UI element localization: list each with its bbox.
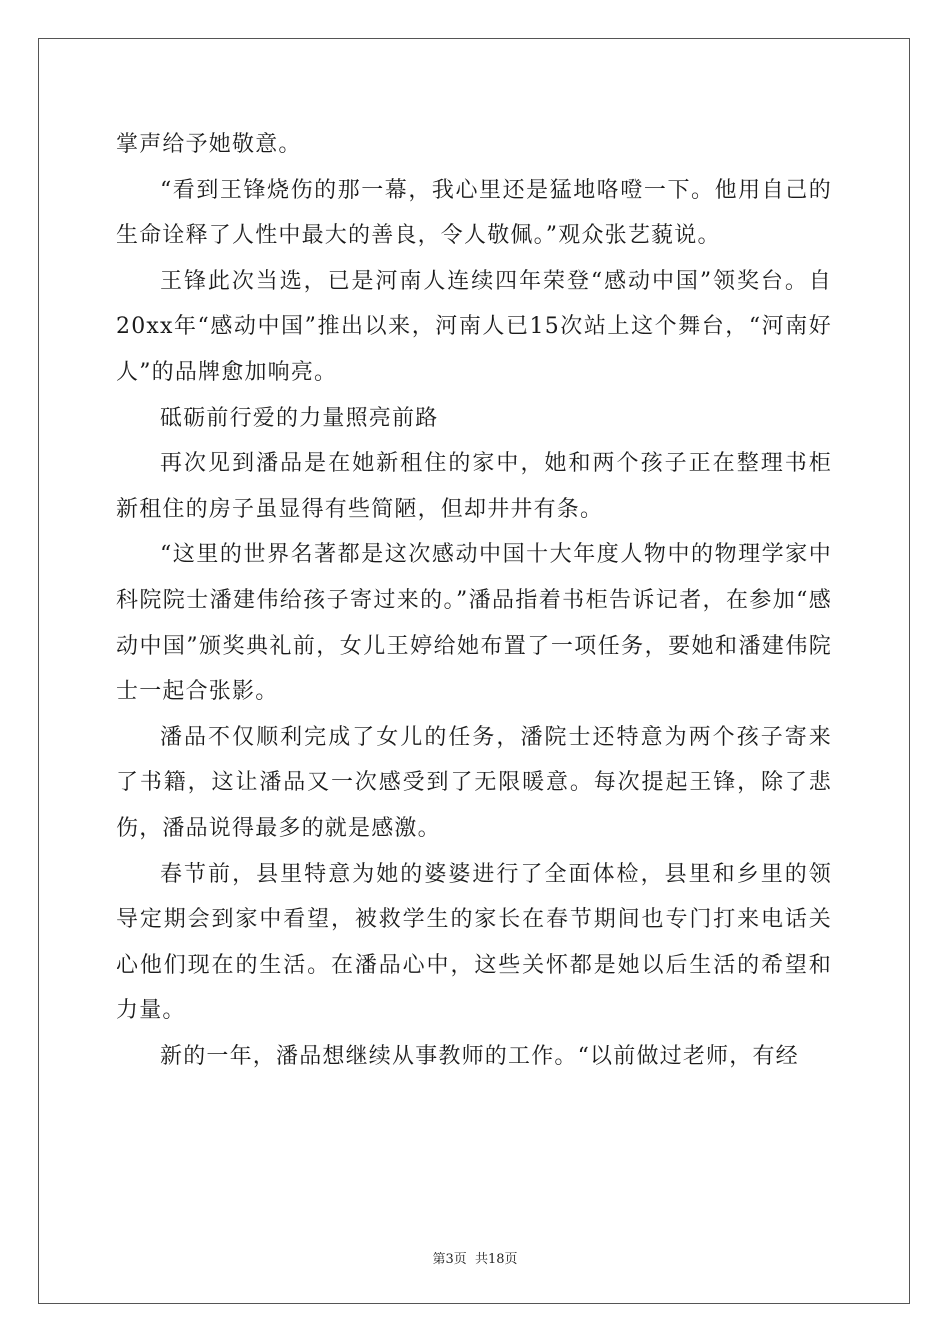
page-number: 第3页 (432, 1252, 467, 1267)
paragraph-3: 王锋此次当选，已是河南人连续四年荣登“感动中国”领奖台。自20xx年“感动中国”推出以来，河南人已15次站上这个舞台，“河南好人”的品牌愈加响亮。 (116, 268, 832, 385)
paragraph-8: 春节前，县里特意为她的婆婆进行了全面体检，县里和乡里的领导定期会到家中看望，被救学生的家长在春节期间也专门打来电话关心他们现在的生活。在潘品心中，这些关怀都是她以后生活的希望和力量。 (116, 861, 832, 1024)
document-body (116, 122, 832, 1079)
section-heading: 砥砺前行爱的力量照亮前路 (160, 405, 439, 431)
paragraph-6: “这里的世界名著都是这次感动中国十大年度人物中的物理学家中科院院士潘建伟给孩子寄过来的。”潘品指着书柜告诉记者，在参加“感动中国”颁奖典礼前，女儿王婷给她布置了一项任务，要她和潘建伟院士一起合张影。 (116, 542, 832, 705)
paragraph-2: “看到王锋烧伤的那一幕，我心里还是猛地咯噔一下。他用自己的生命诠释了人性中最大的善良，令人敬佩。”观众张艺藐说。 (116, 177, 832, 249)
paragraph-5: 再次见到潘品是在她新租住的家中，她和两个孩子正在整理书柜新租住的房子虽显得有些简陋，但却井井有条。 (116, 451, 832, 522)
page-footer (0, 1248, 950, 1267)
paragraph-7: 潘品不仅顺利完成了女儿的任务，潘院士还特意为两个孩子寄来了书籍，这让潘品又一次感受到了无限暖意。每次提起王锋，除了悲伤，潘品说得最多的就是感激。 (116, 724, 832, 841)
page-total: 共18页 (474, 1252, 518, 1267)
paragraph-1: 掌声给予她敬意。 (116, 132, 302, 157)
paragraph-9: 新的一年，潘品想继续从事教师的工作。“以前做过老师，有经 (160, 1043, 799, 1069)
